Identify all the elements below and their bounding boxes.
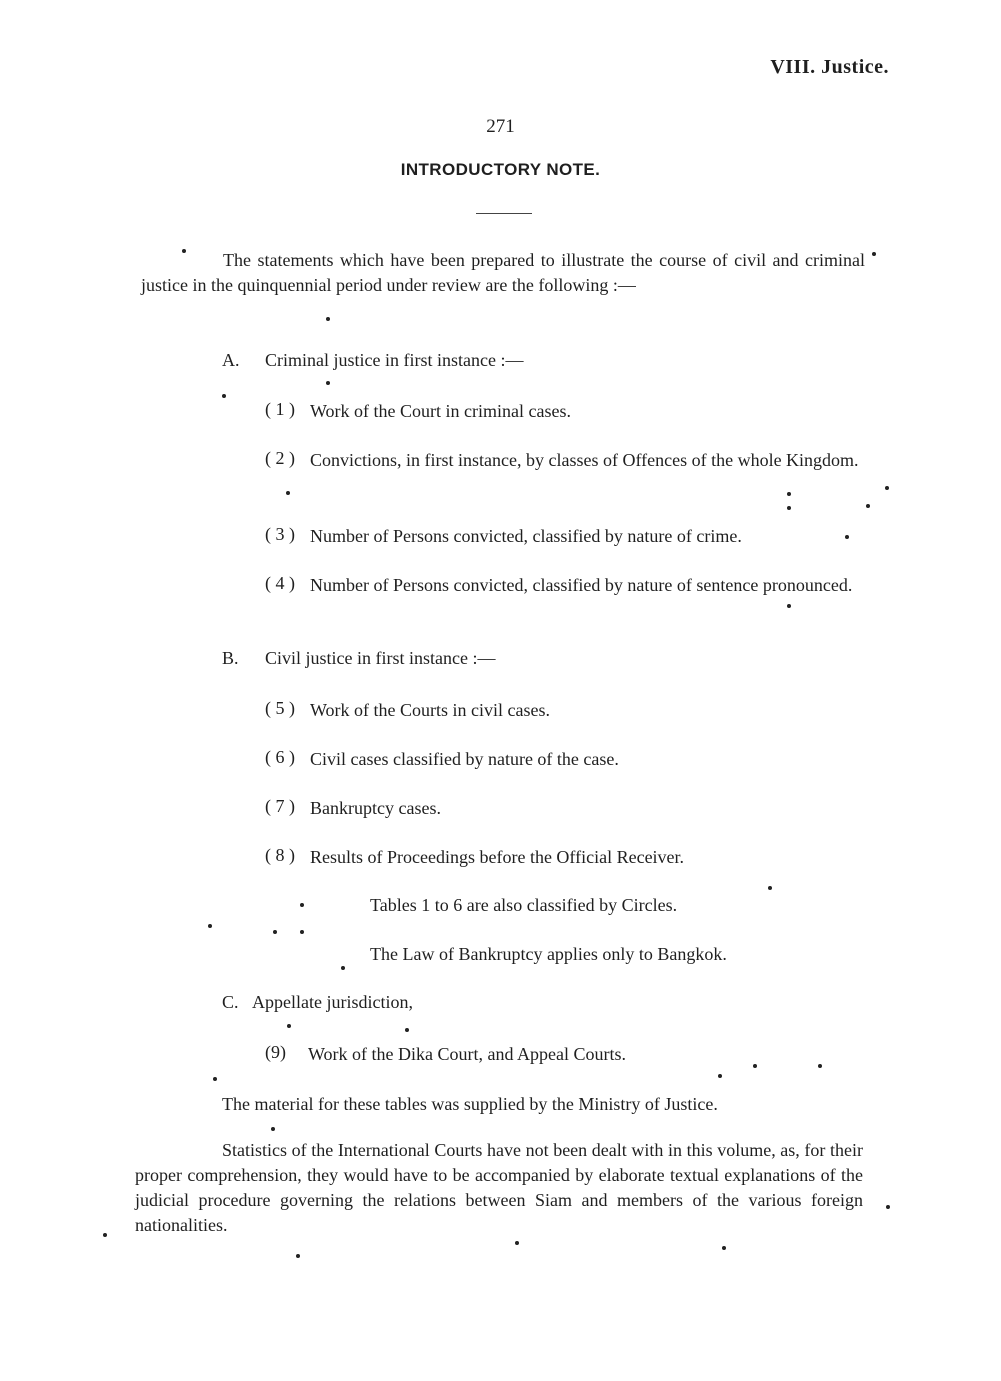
- item-5-number: ( 5 ): [265, 698, 295, 718]
- title-divider: [476, 213, 532, 214]
- item-8-text: Results of Proceedings before the Official Receiver.: [310, 847, 685, 867]
- intro-paragraph: The statements which have been prepared to illustrate the course of civil and criminal justice in the quinquennial period under review are the following :—: [141, 250, 865, 295]
- bankruptcy-law-note: The Law of Bankruptcy applies only to Bangkok.: [370, 944, 727, 964]
- item-3-text: Number of Persons convicted, classified by nature of crime.: [310, 526, 742, 546]
- item-7-number: ( 7 ): [265, 796, 295, 816]
- item-2-text: Convictions, in first instance, by classes of Offences of the whole Kingdom.: [310, 450, 859, 470]
- item-9-number: (9): [265, 1042, 286, 1062]
- item-8-number: ( 8 ): [265, 845, 295, 865]
- item-6-number: ( 6 ): [265, 747, 295, 767]
- section-b-heading: Civil justice in first instance :—: [265, 648, 496, 668]
- material-source-note: The material for these tables was supplied by the Ministry of Justice.: [222, 1094, 718, 1114]
- item-4-text: Number of Persons convicted, classified by nature of sentence pronounced.: [310, 575, 853, 595]
- page-title: INTRODUCTORY NOTE.: [400, 160, 601, 179]
- item-2-number: ( 2 ): [265, 448, 295, 468]
- item-4-number: ( 4 ): [265, 573, 295, 593]
- item-9-text: Work of the Dika Court, and Appeal Courts.: [308, 1044, 626, 1064]
- item-7-text: Bankruptcy cases.: [310, 798, 441, 818]
- item-6-text: Civil cases classified by nature of the case.: [310, 749, 619, 769]
- item-5-text: Work of the Courts in civil cases.: [310, 700, 551, 720]
- section-header: VIII. Justice.: [770, 56, 889, 78]
- section-b-letter: B.: [222, 648, 239, 668]
- section-c-heading: Appellate jurisdiction,: [252, 992, 413, 1012]
- tables-circles-note: Tables 1 to 6 are also classified by Circles.: [370, 895, 678, 915]
- section-a-letter: A.: [222, 350, 240, 370]
- closing-paragraph: Statistics of the International Courts have not been dealt with in this volume, as, for their proper comprehension, they would have to be accompanied by elaborate textual explanations of the judicial procedure governing the relations between Siam and members of the various foreign nationalities.: [135, 1140, 863, 1235]
- item-1-text: Work of the Court in criminal cases.: [310, 401, 571, 421]
- section-c-letter: C.: [222, 992, 239, 1012]
- section-a-heading: Criminal justice in first instance :—: [265, 350, 524, 370]
- item-3-number: ( 3 ): [265, 524, 295, 544]
- page-number: 271: [486, 116, 515, 137]
- item-1-number: ( 1 ): [265, 399, 295, 419]
